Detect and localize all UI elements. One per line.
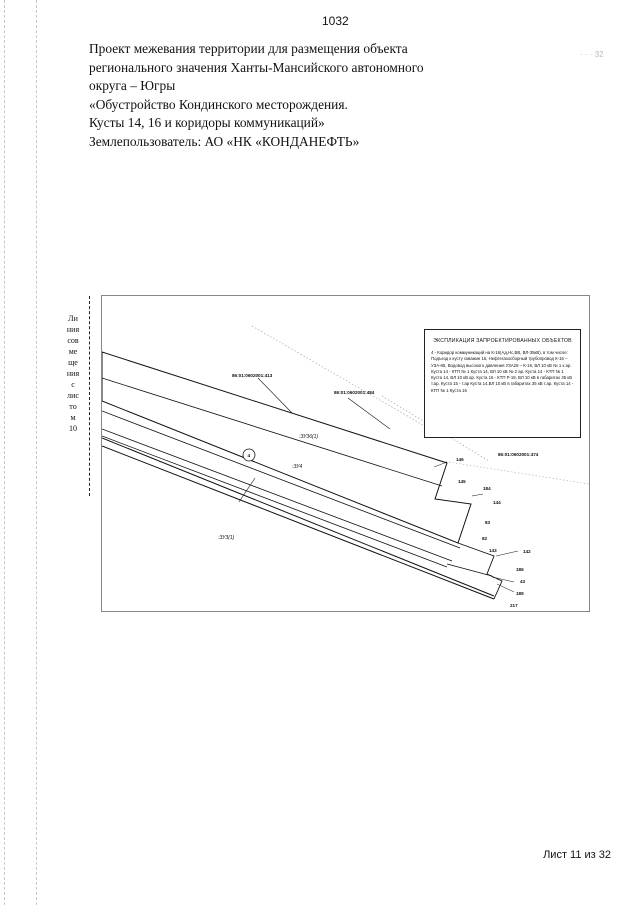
leader-line: [492, 577, 514, 582]
page-number: 1032: [322, 14, 349, 28]
explication-legend: [424, 329, 581, 438]
parcel-label: :ЗУ3(1): [218, 535, 235, 541]
point-number: 143: [489, 548, 497, 553]
header-line: Проект межевания территории для размещения объекта: [89, 41, 408, 56]
match-line-text: сов: [67, 336, 79, 345]
leader-line: [496, 551, 518, 556]
zone-number: 4: [247, 453, 251, 458]
leader-line: [434, 462, 447, 467]
cadastral-number: 86:01:0602001:484: [334, 390, 375, 395]
match-line-text: то: [69, 402, 77, 411]
legend-text: 4 - Коридор коммуникаций на К-16(Ад,Нс,ВВ, ВЛ-35кВ), в том числе: Подъезд к кусту скважин 16, Нефтегазосборный трубопровод К-16 – УЗА-85, Водовод высокого давления УЗА28 – К-16, ВЛ 10 кВ № 1 к ар. Куста 14 - КТП № 1 Куста 14, ВЛ 10 кВ № 2 ар. Куста 14 - КТП № 1 Куста 14, ВЛ 10 кВ ар. Куста 16 - КТП Р-18, ВЛ 10 кВ в габаритах 35 кВ т.ар. Куста 15 - т.ар Куста 14,ВЛ 10 кВ в габаритах 35 кВ т.ар. Куста 14 - КТП № 1 Куста 16: [431, 350, 574, 393]
point-number: 146: [456, 457, 464, 462]
header-line: регионального значения Ханты-Мансийского автономного: [89, 59, 424, 75]
corridor-line: [102, 429, 452, 561]
parcel-label: :ЗУ36(1): [299, 434, 319, 440]
point-number: 145: [458, 479, 466, 484]
corridor-line: [102, 436, 447, 567]
leader-line: [497, 584, 514, 592]
faded-stamp: · · · 32: [580, 50, 604, 59]
point-number: 189: [516, 591, 524, 596]
point-number: 144: [493, 500, 501, 505]
match-line-text: ния: [66, 325, 80, 334]
scan-fold-line: [36, 0, 37, 905]
corridor-line: [102, 378, 442, 486]
point-number: 184: [483, 486, 491, 491]
survey-drawing: [101, 295, 590, 612]
leader-line: [472, 494, 483, 496]
point-number: 82: [482, 536, 488, 541]
point-number: 217: [510, 603, 518, 608]
sheet-counter: Лист 11 из 32: [543, 849, 611, 861]
cadastral-number: 86:01:0602001:413: [232, 373, 273, 378]
match-line-text: 10: [69, 424, 77, 433]
legend-title: ЭКСПЛИКАЦИЯ ЗАПРОЕКТИРОВАННЫХ ОБЪЕКТОВ: [433, 338, 572, 344]
match-line-text: м: [70, 413, 76, 422]
match-line-text: ния: [66, 369, 80, 378]
leader-line: [348, 398, 390, 429]
match-line-text: с: [71, 380, 75, 389]
match-line-marker: [89, 296, 90, 496]
document-header: [89, 40, 424, 151]
cadastral-number: 86:01:0602001:474: [498, 452, 539, 457]
point-number: 43: [520, 579, 526, 584]
header-line: Кусты 14, 16 и коридоры коммуникаций»: [89, 115, 325, 130]
match-line-text: ме: [68, 347, 78, 356]
match-line-text: лис: [67, 391, 79, 400]
parcel-label: :ЗУ4: [292, 464, 303, 470]
point-number: 186: [516, 567, 524, 572]
point-number: 83: [485, 520, 491, 525]
match-line-label: [66, 313, 80, 434]
point-number: 142: [523, 549, 531, 554]
parcel-boundary-zu36: [102, 352, 471, 543]
header-line: округа – Югры: [89, 78, 176, 93]
scan-edge-line: [4, 0, 5, 905]
match-line-text: ще: [68, 358, 78, 367]
parcel-boundary-zu3: [102, 438, 494, 596]
corridor-line: [102, 411, 460, 548]
header-line: «Обустройство Кондинского месторождения.: [89, 96, 348, 112]
corridor-end-outline: [447, 564, 492, 576]
header-line: Землепользователь: АО «НК «КОНДАНЕФТЬ»: [89, 133, 360, 149]
dotted-boundary: [252, 326, 442, 436]
match-line-text: Ли: [68, 314, 78, 323]
